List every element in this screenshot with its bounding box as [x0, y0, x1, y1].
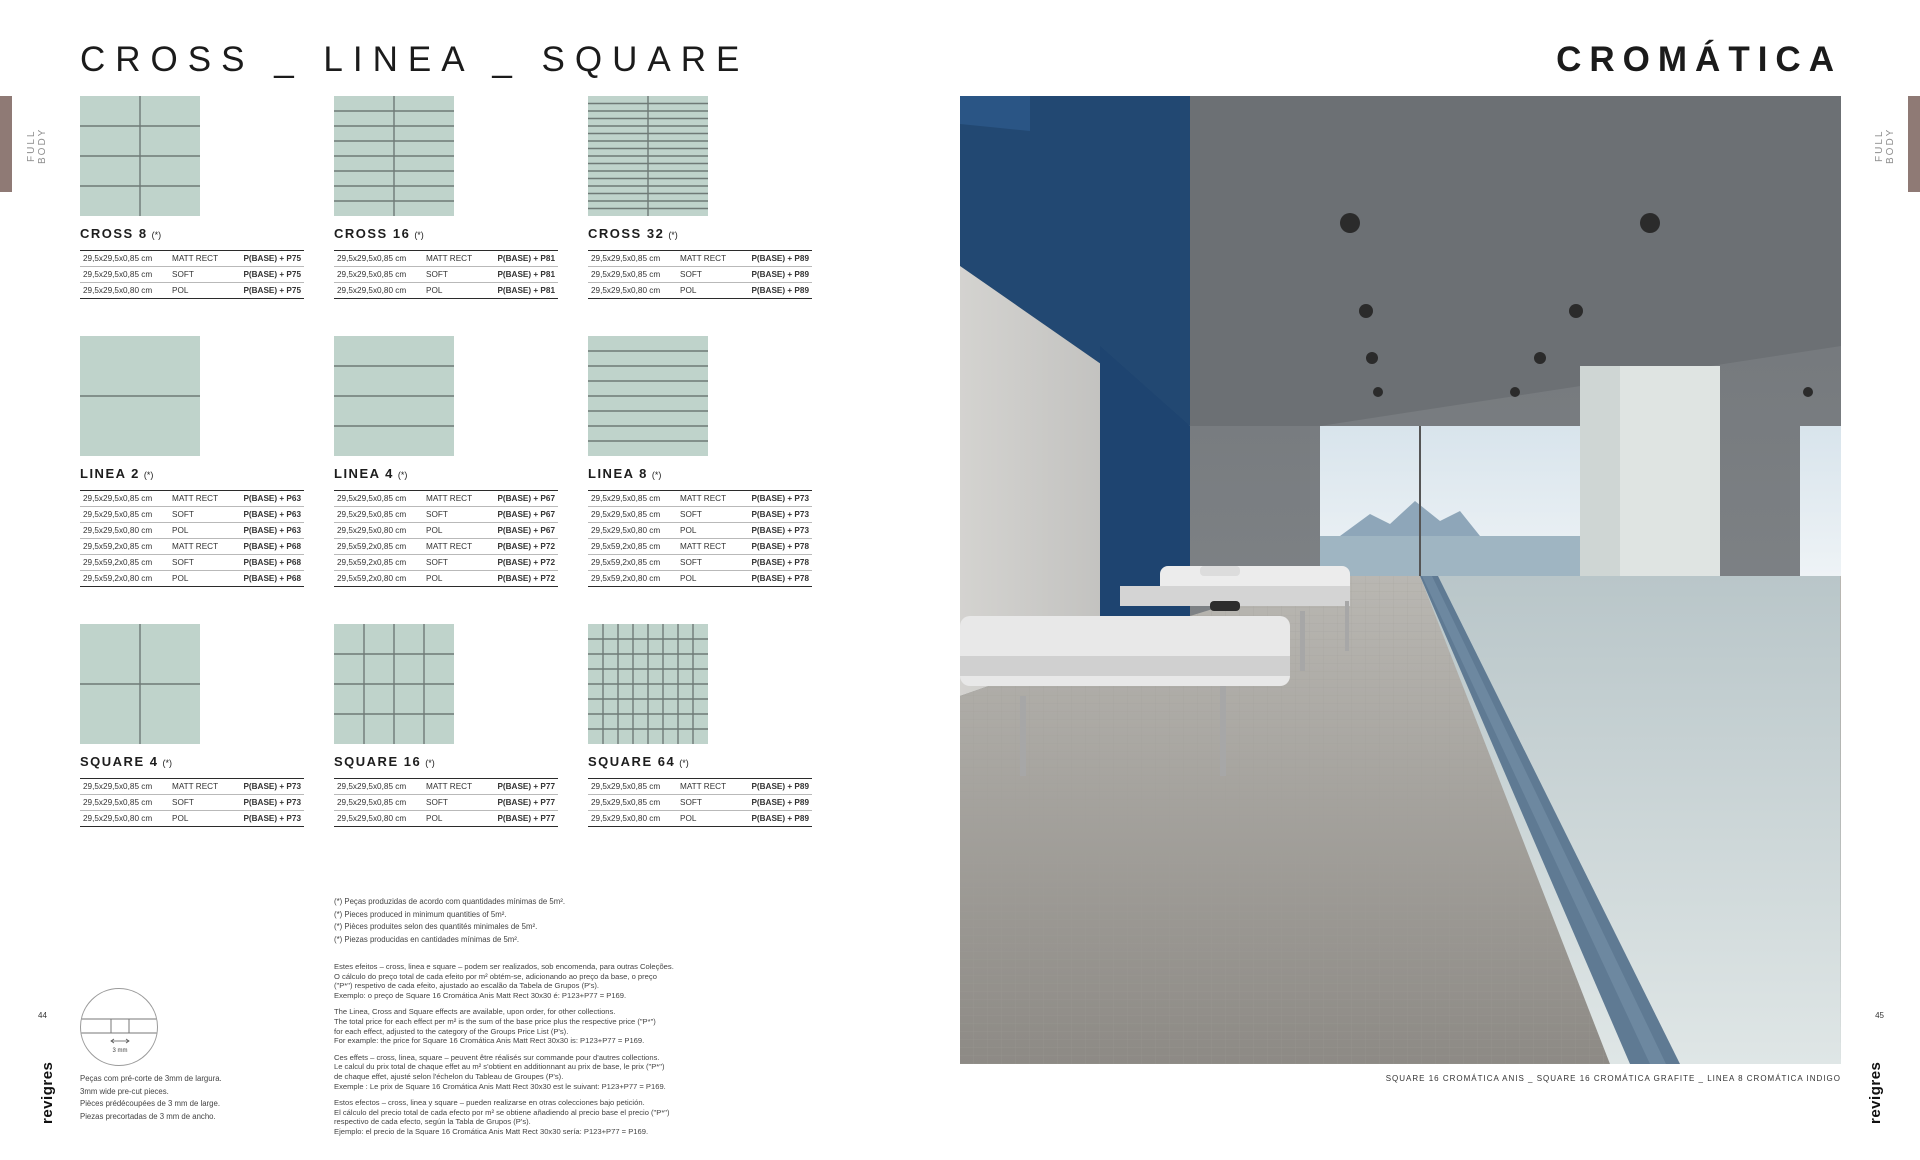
- info-paragraph-es: Estos efectos – cross, linea y square – pueden realizarse en otras colecciones bajo petición. El cálculo del precio total de cada efecto por m² se obtiene añadiendo al precio base el precio ("P*") respectivo de cada efecto, según la Tabla de Grupos (P's). Ejemplo: el precio de la Square 16 Cromática Anis Matt Rect 30x30 sería: P123+P77 = P169.: [334, 1098, 670, 1136]
- brand-logo-left: revigres: [39, 1061, 56, 1124]
- photo-caption: SQUARE 16 CROMÁTICA ANIS _ SQUARE 16 CROMÁTICA GRAFITE _ LINEA 8 CROMÁTICA INDIGO: [1385, 1074, 1841, 1083]
- note-line: (*) Piezas producidas en cantidades mínimas de 5m².: [334, 934, 520, 944]
- spa-pool-photo: [960, 96, 1841, 1064]
- product-square-16: [334, 624, 558, 827]
- tile-swatch: [588, 336, 708, 456]
- spec-row: 29,5x59,2x0,85 cm SOFT P(BASE) + P68: [80, 555, 304, 571]
- tile-swatch: [80, 624, 200, 744]
- spec-row: 29,5x29,5x0,85 cm SOFT P(BASE) + P89: [588, 267, 812, 283]
- spec-row: 29,5x29,5x0,85 cm SOFT P(BASE) + P67: [334, 507, 558, 523]
- spec-row: 29,5x29,5x0,85 cm MATT RECT P(BASE) + P89: [588, 779, 812, 795]
- precut-cross-section-icon: [81, 989, 158, 1066]
- spec-row: 29,5x29,5x0,85 cm MATT RECT P(BASE) + P73: [80, 779, 304, 795]
- tile-pattern-cross-32: [588, 96, 708, 216]
- note-line: (*) Pieces produced in minimum quantities of 5m².: [334, 909, 507, 919]
- product-name: SQUARE 4 (*): [80, 754, 172, 769]
- page-number-left: 44: [38, 1011, 47, 1020]
- tile-swatch: [588, 96, 708, 216]
- spec-row: 29,5x29,5x0,85 cm SOFT P(BASE) + P89: [588, 795, 812, 811]
- info-paragraph-en: The Linea, Cross and Square effects are available, upon order, for other collections. The total price for each effect per m² is the sum of the base price plus the respective price ("P*") for each effect, adjusted to the category of the Groups Price List (P's). For example: the price for Square 16 Cromática Anis Matt Rect 30x30 is: P123+P77 = P169.: [334, 1007, 656, 1046]
- tile-pattern-cross-8: [80, 96, 200, 216]
- page-title-left: CROSS _ LINEA _ SQUARE: [80, 40, 750, 79]
- brand-logo-right: revigres: [1867, 1061, 1884, 1124]
- product-name: CROSS 16 (*): [334, 226, 424, 241]
- spec-table: [334, 250, 558, 299]
- spec-row: 29,5x29,5x0,85 cm SOFT P(BASE) + P81: [334, 267, 558, 283]
- tile-pattern-linea-4: [334, 336, 454, 456]
- spec-row: 29,5x29,5x0,85 cm SOFT P(BASE) + P73: [588, 507, 812, 523]
- spec-row: 29,5x29,5x0,85 cm MATT RECT P(BASE) + P73: [588, 491, 812, 507]
- tile-pattern-cross-16: [334, 96, 454, 216]
- spec-row: 29,5x29,5x0,85 cm MATT RECT P(BASE) + P81: [334, 251, 558, 267]
- spec-row: 29,5x29,5x0,80 cm POL P(BASE) + P67: [334, 523, 558, 539]
- product-name: CROSS 32 (*): [588, 226, 678, 241]
- tile-swatch: [334, 624, 454, 744]
- tile-swatch: [334, 96, 454, 216]
- product-square-4: [80, 624, 304, 827]
- spec-row: 29,5x29,5x0,80 cm POL P(BASE) + P77: [334, 811, 558, 827]
- spec-row: 29,5x59,2x0,85 cm MATT RECT P(BASE) + P68: [80, 539, 304, 555]
- precut-description: Peças com pré-corte de 3mm de largura. 3mm wide pre-cut pieces. Pièces prédécoupées de 3 mm de large. Piezas precortadas de 3 mm de ancho.: [80, 1074, 222, 1121]
- tile-swatch: [80, 96, 200, 216]
- tile-swatch: [588, 624, 708, 744]
- spec-row: 29,5x29,5x0,80 cm POL P(BASE) + P89: [588, 811, 812, 827]
- spec-table: [588, 490, 812, 587]
- page-number-right: 45: [1875, 1011, 1884, 1020]
- spec-table: [334, 778, 558, 827]
- spec-row: 29,5x29,5x0,85 cm MATT RECT P(BASE) + P75: [80, 251, 304, 267]
- spec-table: [588, 250, 812, 299]
- spec-row: 29,5x59,2x0,80 cm POL P(BASE) + P78: [588, 571, 812, 587]
- product-square-64: [588, 624, 812, 827]
- spec-row: 29,5x29,5x0,80 cm POL P(BASE) + P75: [80, 283, 304, 299]
- precut-diagram: [80, 988, 158, 1066]
- spec-table: [334, 490, 558, 587]
- info-paragraph-fr: Ces effets – cross, linea, square – peuvent être réalisés sur commande pour d'autres collections. Le calcul du prix total de chaque effet au m² s'obtient en additionnant au prix de base, le prix ("P*") de chaque effet, ajusté selon l'échelon du Tableau de Groupes (P's). Exemple : Le prix de Square 16 Cromática Anis Matt Rect 30x30 est le suivant: P123+P77 = P169.: [334, 1052, 666, 1091]
- spec-table: [80, 778, 304, 827]
- spec-row: 29,5x29,5x0,80 cm POL P(BASE) + P73: [588, 523, 812, 539]
- spec-row: 29,5x59,2x0,80 cm POL P(BASE) + P72: [334, 571, 558, 587]
- spec-row: 29,5x29,5x0,85 cm MATT RECT P(BASE) + P67: [334, 491, 558, 507]
- tile-pattern-square-64: [588, 624, 708, 744]
- product-cross-8: [80, 96, 304, 299]
- product-name: SQUARE 64 (*): [588, 754, 689, 769]
- tile-pattern-linea-8: [588, 336, 708, 456]
- spec-row: 29,5x29,5x0,85 cm SOFT P(BASE) + P77: [334, 795, 558, 811]
- product-name: LINEA 4 (*): [334, 466, 408, 481]
- page-title-right: CROMÁTICA: [1556, 40, 1842, 79]
- info-paragraph-pt: Estes efeitos – cross, linea e square – podem ser realizados, sob encomenda, para outras Coleções. O cálculo do preço total de cada efeito por m² obtém-se, adicionando ao preço da base, o preço ("P*") respetivo de cada efeito, ajustado ao escalão da Tabela de Grupos (P's). Exemplo: o preço de Square 16 Cromática Anis Matt Rect 30x30 é: P123+P77 = P169.: [334, 962, 674, 1000]
- side-tab-left: [0, 96, 12, 192]
- product-name: LINEA 8 (*): [588, 466, 662, 481]
- spec-table: [80, 490, 304, 587]
- tile-swatch: [80, 336, 200, 456]
- product-cross-16: [334, 96, 558, 299]
- spec-row: 29,5x29,5x0,80 cm POL P(BASE) + P81: [334, 283, 558, 299]
- product-linea-2: [80, 336, 304, 587]
- spec-row: 29,5x59,2x0,85 cm MATT RECT P(BASE) + P78: [588, 539, 812, 555]
- note-line: (*) Peças produzidas de acordo com quantidades mínimas de 5m².: [334, 897, 565, 906]
- tile-pattern-linea-2: [80, 336, 200, 456]
- spec-row: 29,5x59,2x0,85 cm MATT RECT P(BASE) + P72: [334, 539, 558, 555]
- note-line: (*) Pièces produites selon des quantités minimales de 5m².: [334, 922, 538, 931]
- spec-row: 29,5x59,2x0,85 cm SOFT P(BASE) + P78: [588, 555, 812, 571]
- spec-row: 29,5x29,5x0,80 cm POL P(BASE) + P73: [80, 811, 304, 827]
- spec-row: 29,5x29,5x0,85 cm MATT RECT P(BASE) + P77: [334, 779, 558, 795]
- tile-pattern-square-16: [334, 624, 454, 744]
- product-name: CROSS 8 (*): [80, 226, 162, 241]
- minimum-quantity-notes: [334, 896, 754, 946]
- product-linea-4: [334, 336, 558, 587]
- spec-row: 29,5x59,2x0,85 cm SOFT P(BASE) + P72: [334, 555, 558, 571]
- spec-table: [588, 778, 812, 827]
- tile-pattern-square-4: [80, 624, 200, 744]
- spa-pool-illustration: [960, 96, 1841, 1064]
- effects-pricing-info: [334, 962, 764, 1144]
- precut-diagram-label: 3 mm: [112, 1048, 128, 1054]
- spec-table: [80, 250, 304, 299]
- side-tab-right: [1908, 96, 1920, 192]
- product-cross-32: [588, 96, 812, 299]
- spec-row: 29,5x29,5x0,80 cm POL P(BASE) + P63: [80, 523, 304, 539]
- product-name: LINEA 2 (*): [80, 466, 154, 481]
- spec-row: 29,5x29,5x0,85 cm MATT RECT P(BASE) + P89: [588, 251, 812, 267]
- side-label-right: FULL BODY: [1874, 127, 1896, 165]
- side-label-left: FULL BODY: [26, 127, 48, 165]
- product-linea-8: [588, 336, 812, 587]
- spec-row: 29,5x29,5x0,80 cm POL P(BASE) + P89: [588, 283, 812, 299]
- spec-row: 29,5x29,5x0,85 cm SOFT P(BASE) + P63: [80, 507, 304, 523]
- spec-row: 29,5x29,5x0,85 cm MATT RECT P(BASE) + P63: [80, 491, 304, 507]
- spec-row: 29,5x59,2x0,80 cm POL P(BASE) + P68: [80, 571, 304, 587]
- product-name: SQUARE 16 (*): [334, 754, 435, 769]
- spec-row: 29,5x29,5x0,85 cm SOFT P(BASE) + P73: [80, 795, 304, 811]
- spec-row: 29,5x29,5x0,85 cm SOFT P(BASE) + P75: [80, 267, 304, 283]
- tile-swatch: [334, 336, 454, 456]
